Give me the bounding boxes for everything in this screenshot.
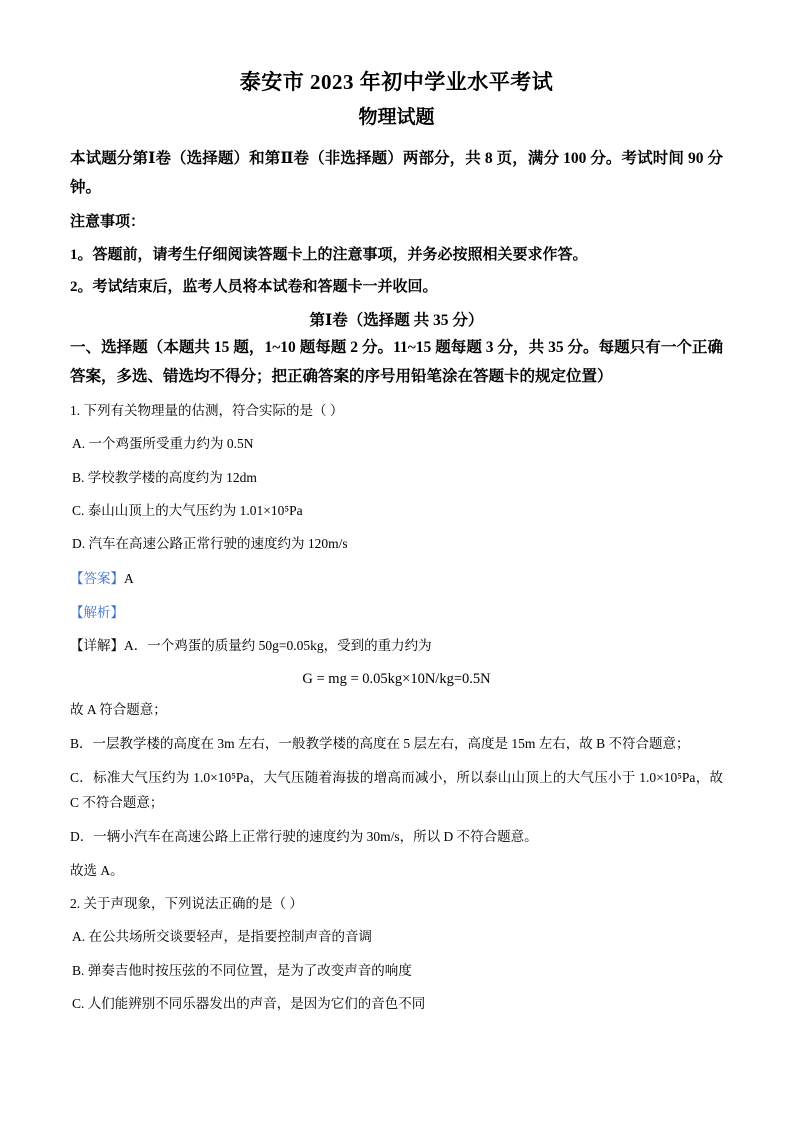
- detail-line-4: C．标准大气压约为 1.0×10⁵Pa，大气压随着海拔的增高而减小，所以泰山山顶上的大气压小于 1.0×10⁵Pa，故 C 不符合题意；: [70, 770, 723, 811]
- note-item-2: 2。考试结束后，监考人员将本试卷和答题卡一并收回。: [70, 279, 438, 296]
- option-b: B. 学校教学楼的高度约为 12dm: [72, 469, 257, 485]
- intro-paragraph: 本试题分第Ⅰ卷（选择题）和第Ⅱ卷（非选择题）两部分，共 8 页，满分 100 分。考试时间 90 分钟。: [70, 150, 723, 196]
- volume-heading: 第Ⅰ卷（选择题 共 35 分）: [309, 311, 484, 329]
- option-a: A. 一个鸡蛋所受重力约为 0.5N: [72, 436, 254, 452]
- detail-line-6: 故选 A。: [70, 863, 124, 879]
- option-a: A. 在公共场所交谈要轻声，是指要控制声音的音调: [72, 929, 372, 945]
- answer-value: A: [124, 570, 134, 586]
- formula-gravity: G = mg = 0.05kg×10N/kg=0.5N: [302, 671, 491, 688]
- answer-line: [70, 567, 723, 591]
- detail-line-3: B．一层教学楼的高度在 3m 左右，一般教学楼的高度在 5 层左右，高度是 15m 左右，故 B 不符合题意；: [70, 736, 690, 752]
- section-heading: 一、选择题（本题共 15 题，1~10 题每题 2 分。11~15 题每题 3 分，共 35 分。每题只有一个正确答案，多选、错选均不得分；把正确答案的序号用铅笔涂在答题卡的规定位置）: [70, 338, 723, 385]
- detail-line-5: D．一辆小汽车在高速公路上正常行驶的速度约为 30m/s，所以 D 不符合题意。: [70, 829, 538, 845]
- analysis-tag: 【解析】: [70, 604, 124, 620]
- note-item-1: 1。答题前，请考生仔细阅读答题卡上的注意事项，并务必按照相关要求作答。: [70, 246, 588, 263]
- option-b: B. 弹奏吉他时按压弦的不同位置，是为了改变声音的响度: [72, 962, 412, 978]
- page-title: 泰安市 2023 年初中学业水平考试: [239, 70, 554, 94]
- option-d: D. 汽车在高速公路正常行驶的速度约为 120m/s: [72, 536, 348, 552]
- notes-heading: 注意事项：: [70, 214, 146, 231]
- option-c: C. 人们能辨别不同乐器发出的声音，是因为它们的音色不同: [72, 995, 426, 1011]
- analysis-line: [70, 601, 723, 625]
- page-subtitle: 物理试题: [358, 107, 435, 128]
- question-stem: 2. 关于声现象，下列说法正确的是（ ）: [70, 896, 303, 912]
- detail-line-2: 故 A 符合题意；: [70, 702, 167, 718]
- option-c: C. 泰山山顶上的大气压约为 1.01×10⁵Pa: [72, 503, 303, 519]
- detail-line-1: 【详解】A．一个鸡蛋的质量约 50g=0.05kg，受到的重力约为: [70, 638, 432, 654]
- question-stem: 1. 下列有关物理量的估测，符合实际的是（ ）: [70, 403, 344, 419]
- answer-tag: 【答案】: [70, 570, 124, 586]
